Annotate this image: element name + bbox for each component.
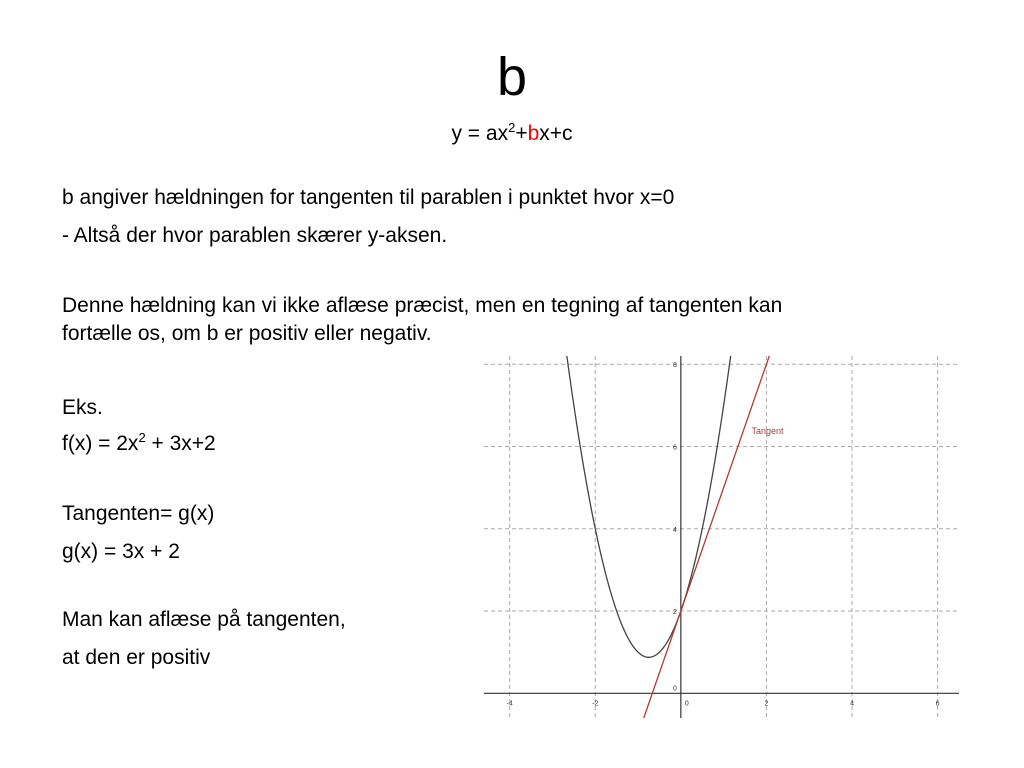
tangent-line bbox=[644, 356, 770, 718]
formula-suffix: x+c bbox=[539, 122, 573, 145]
parabola-curve bbox=[565, 356, 734, 657]
function-g: g(x) = 3x + 2 bbox=[62, 540, 180, 563]
x-tick-label: 4 bbox=[850, 700, 854, 708]
function-graph bbox=[484, 356, 959, 718]
text-line-drawing-2: fortælle os, om b er positiv eller negativ. bbox=[62, 322, 432, 345]
y-tick-label: 8 bbox=[672, 362, 677, 370]
y-tick-label: 0 bbox=[672, 685, 677, 693]
x-tick-label: 0 bbox=[684, 700, 689, 708]
y-tick-label: 6 bbox=[672, 444, 677, 452]
x-tick-label: 2 bbox=[764, 700, 769, 708]
quadratic-formula bbox=[0, 120, 1024, 148]
text-line-drawing-1: Denne hældning kan vi ikke aflæse præcist, men en tegning af tangenten kan bbox=[62, 294, 783, 317]
x-tick-label: -2 bbox=[592, 700, 599, 708]
example-label: Eks. bbox=[62, 396, 103, 419]
formula-exponent: 2 bbox=[508, 120, 516, 135]
function-f-exponent: 2 bbox=[138, 430, 146, 445]
y-tick-label: 4 bbox=[672, 526, 677, 534]
formula-b-highlight: b bbox=[527, 122, 540, 145]
function-f-suffix: + 3x+2 bbox=[145, 432, 216, 455]
conclusion-line-2: at den er positiv bbox=[62, 646, 211, 669]
y-tick-label: 2 bbox=[672, 609, 677, 617]
tangent-label: Tangenten= g(x) bbox=[62, 502, 215, 525]
x-tick-label: -4 bbox=[506, 700, 513, 708]
conclusion-line-1: Man kan aflæse på tangenten, bbox=[62, 608, 346, 631]
slide-title: b bbox=[496, 47, 528, 107]
text-line-slope-meaning: b angiver hældningen for tangenten til parablen i punktet hvor x=0 bbox=[62, 186, 675, 209]
x-tick-label: 6 bbox=[935, 700, 940, 708]
text-line-y-axis: - Altså der hvor parablen skærer y-aksen. bbox=[62, 224, 448, 247]
formula-prefix: y = ax bbox=[451, 122, 509, 145]
function-f-prefix: f(x) = 2x bbox=[62, 432, 139, 455]
formula-plus: + bbox=[515, 122, 528, 145]
tangent-label: Tangent bbox=[751, 426, 784, 437]
function-f bbox=[62, 430, 216, 457]
